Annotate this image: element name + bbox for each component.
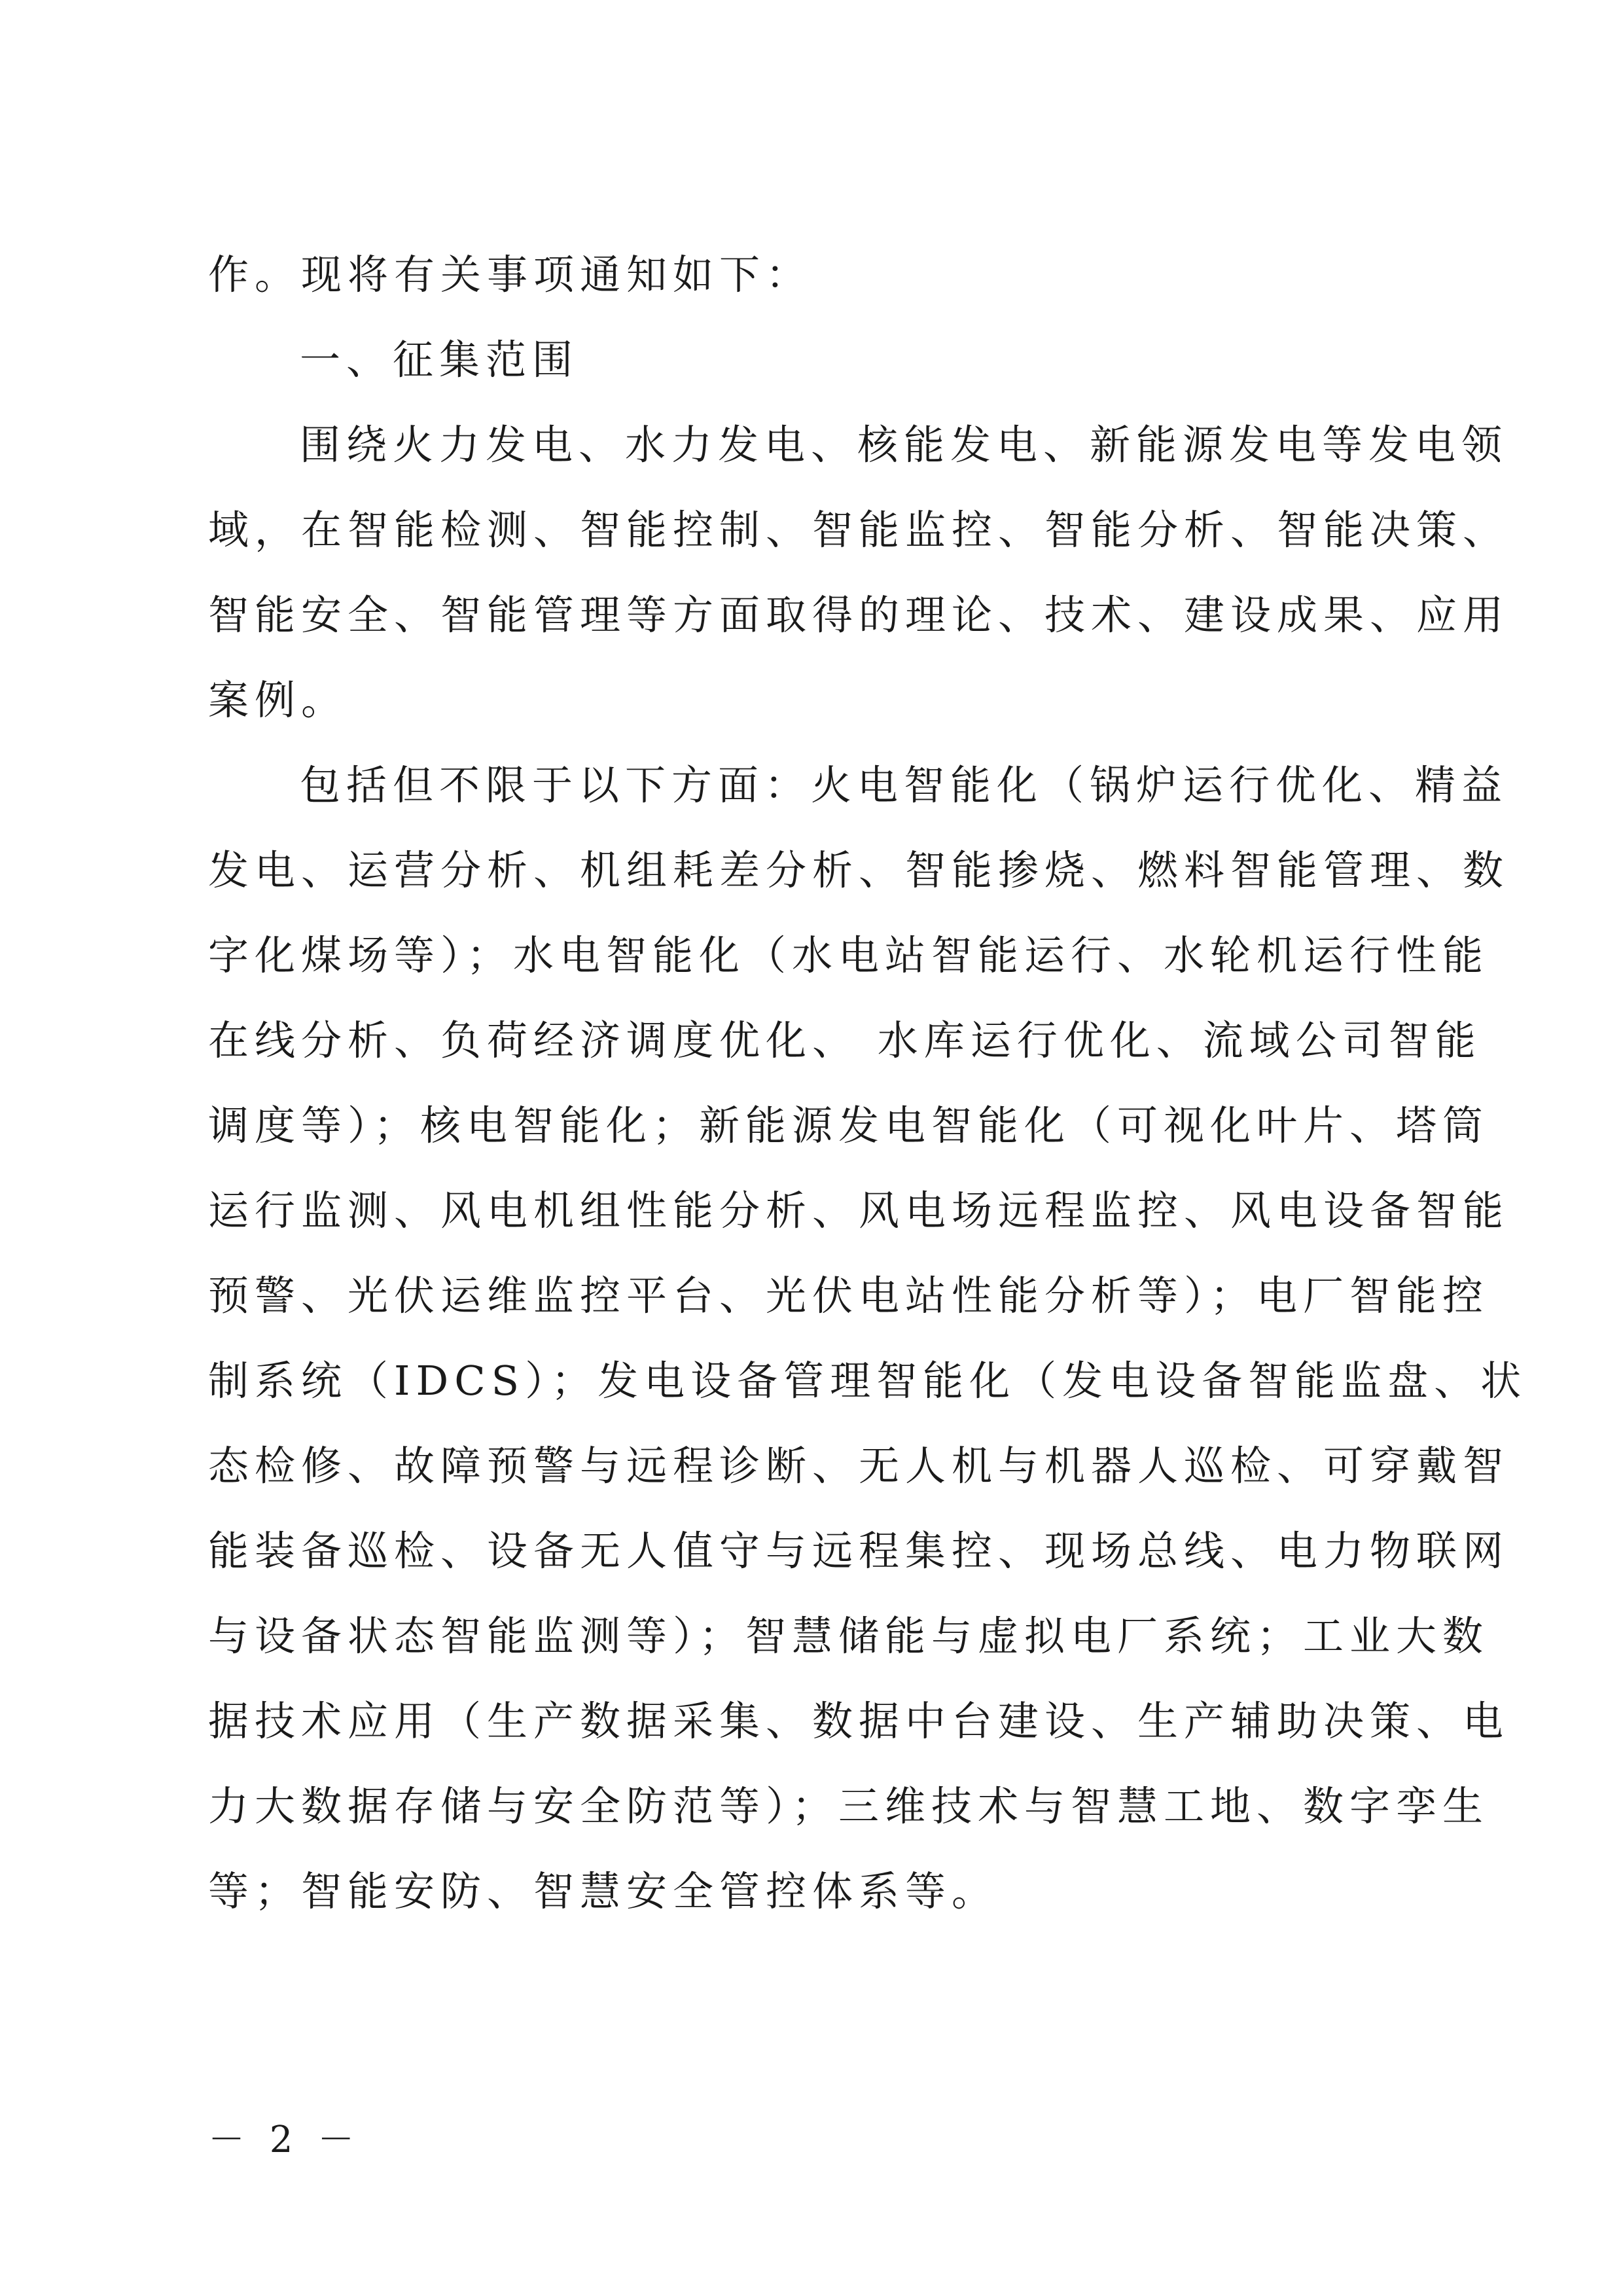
paragraph-line: 运行监测、风电机组性能分析、风电场远程监控、风电设备智能	[208, 1187, 1510, 1234]
paragraph-line: 字化煤场等）；水电智能化（水电站智能运行、水轮机运行性能	[208, 931, 1489, 979]
paragraph-line: 调度等）；核电智能化；新能源发电智能化（可视化叶片、塔筒	[208, 1102, 1489, 1149]
text-line-continuation: 作。现将有关事项通知如下：	[208, 251, 813, 298]
paragraph-line: 能装备巡检、设备无人值守与远程集控、现场总线、电力物联网	[208, 1527, 1510, 1575]
paragraph-line: 态检修、故障预警与远程诊断、无人机与机器人巡检、可穿戴智	[208, 1442, 1510, 1490]
paragraph-line: 等；智能安防、智慧安全管控体系等。	[208, 1867, 999, 1915]
paragraph-line: 制系统（IDCS）；发电设备管理智能化（发电设备智能监盘、状	[208, 1357, 1527, 1405]
paragraph-line: 与设备状态智能监测等）；智慧储能与虚拟电厂系统；工业大数	[208, 1612, 1489, 1660]
paragraph-line: 预警、光伏运维监控平台、光伏电站性能分析等）；电厂智能控	[208, 1272, 1489, 1319]
paragraph-line: 域，在智能检测、智能控制、智能监控、智能分析、智能决策、	[208, 506, 1510, 554]
paragraph-line: 发电、运营分析、机组耗差分析、智能掺烧、燃料智能管理、数	[208, 846, 1510, 894]
paragraph-line: 案例。	[208, 676, 348, 724]
paragraph-line: 据技术应用（生产数据采集、数据中台建设、生产辅助决策、电	[208, 1697, 1510, 1745]
page-number: － 2 －	[208, 2119, 361, 2161]
paragraph-line: 力大数据存储与安全防范等）；三维技术与智慧工地、数字孪生	[208, 1782, 1489, 1830]
paragraph-line: 围绕火力发电、水力发电、核能发电、新能源发电等发电领	[300, 421, 1508, 469]
paragraph-line: 在线分析、负荷经济调度优化、 水库运行优化、流域公司智能	[208, 1016, 1482, 1064]
section-heading: 一、征集范围	[300, 336, 579, 384]
paragraph-line: 包括但不限于以下方面：火电智能化（锅炉运行优化、精益	[300, 761, 1508, 809]
paragraph-line: 智能安全、智能管理等方面取得的理论、技术、建设成果、应用	[208, 591, 1510, 639]
